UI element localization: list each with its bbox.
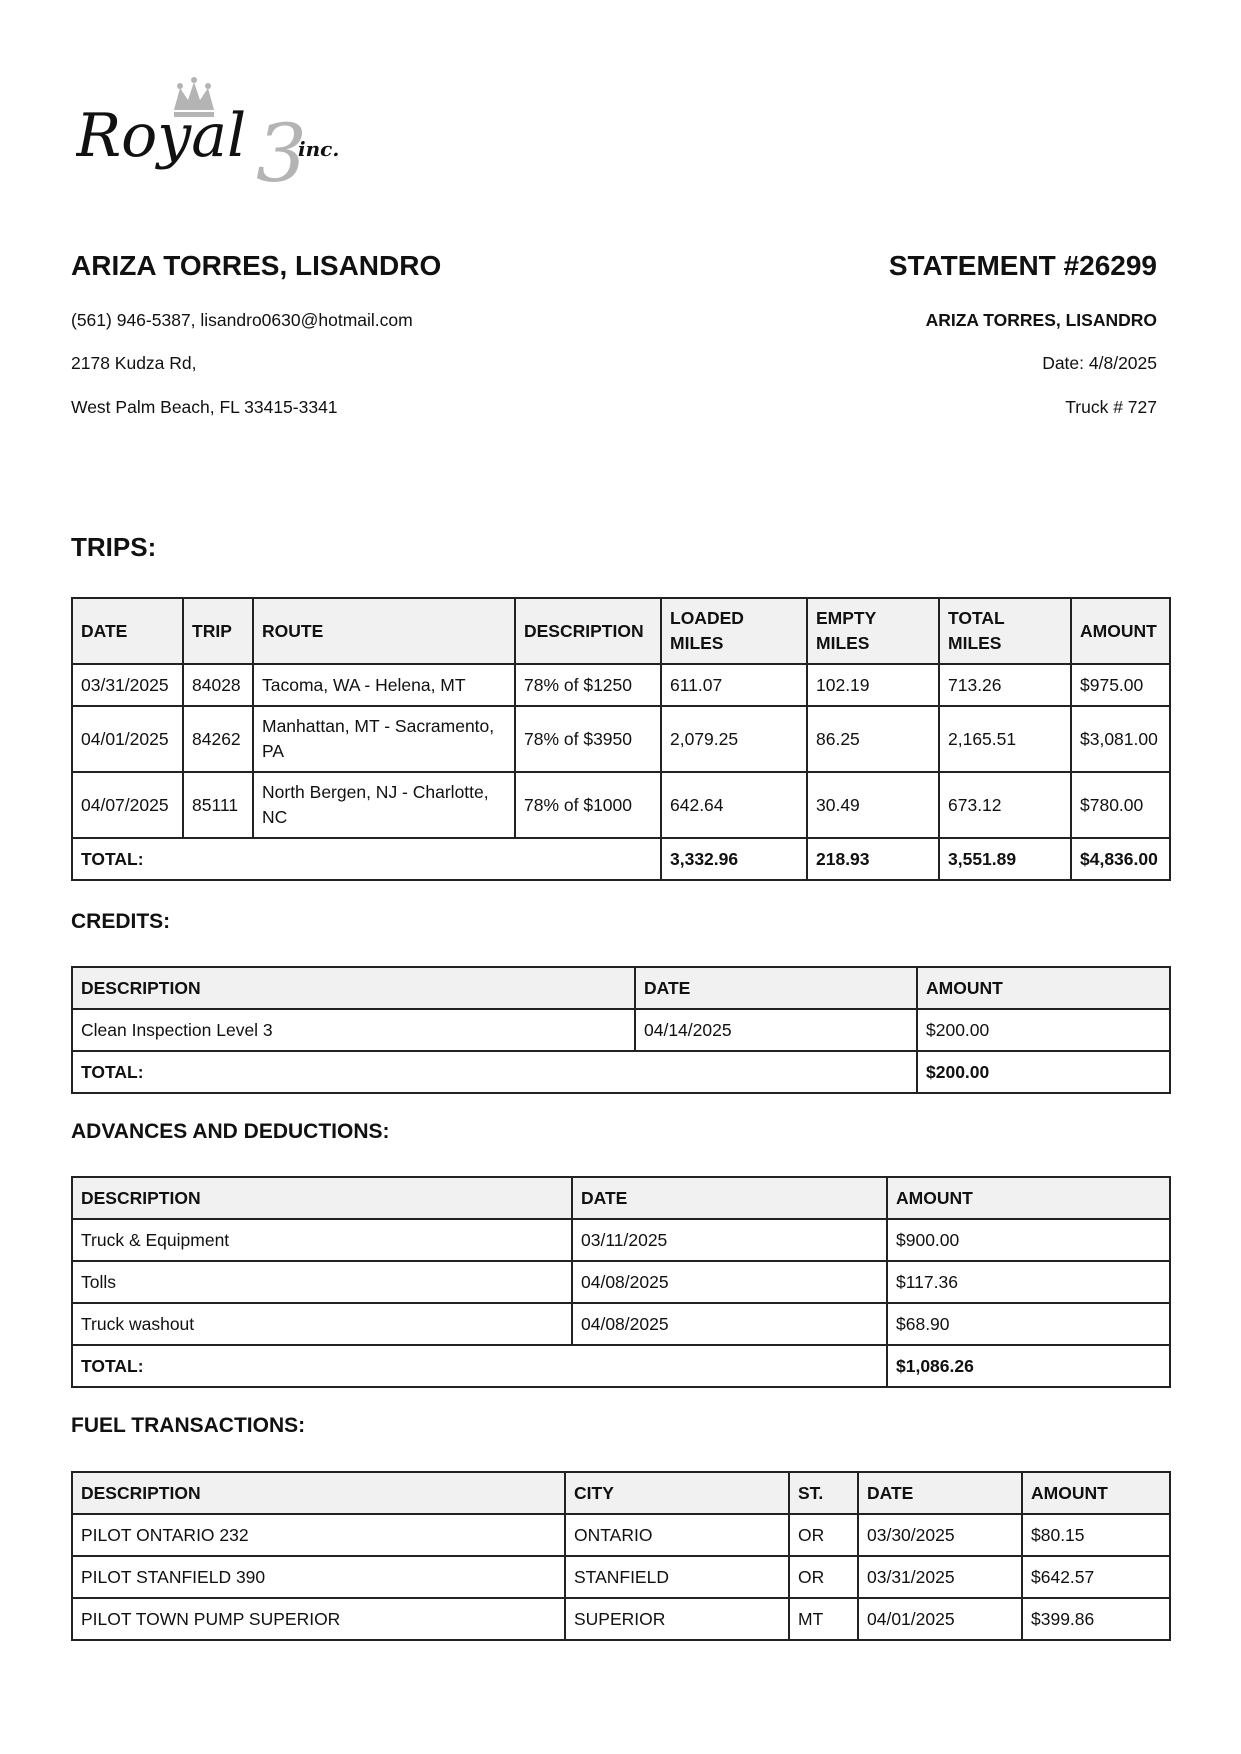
fuel-heading: FUEL TRANSACTIONS: xyxy=(71,1414,306,1437)
trip-empty-miles: 30.49 xyxy=(807,772,939,838)
col-header-date: DATE xyxy=(72,598,183,664)
trip-route: Manhattan, MT - Sacramento, PA xyxy=(253,706,515,772)
fuel-description: PILOT ONTARIO 232 xyxy=(72,1514,565,1556)
driver-address-line2: West Palm Beach, FL 33415-3341 xyxy=(71,397,338,417)
table-row xyxy=(72,706,1170,772)
table-row xyxy=(72,1261,1170,1303)
trip-description: 78% of $1250 xyxy=(515,664,661,706)
fuel-table xyxy=(71,1471,1171,1641)
statement-title: STATEMENT #26299 xyxy=(888,250,1157,281)
deduction-description: Truck washout xyxy=(72,1303,572,1345)
trips-total-empty-miles: 218.93 xyxy=(807,838,939,880)
fuel-state: OR xyxy=(789,1514,858,1556)
trip-date: 04/01/2025 xyxy=(72,706,183,772)
credits-table xyxy=(71,966,1171,1094)
company-logo xyxy=(76,76,386,196)
statement-date: Date: 4/8/2025 xyxy=(1042,353,1157,373)
credits-total-amount: $200.00 xyxy=(917,1051,1170,1093)
deduction-date: 04/08/2025 xyxy=(572,1261,887,1303)
table-row xyxy=(72,664,1170,706)
logo-numeral: 3 xyxy=(256,107,307,196)
table-row xyxy=(72,772,1170,838)
fuel-date: 03/31/2025 xyxy=(858,1556,1022,1598)
deduction-amount: $117.36 xyxy=(887,1261,1170,1303)
credits-total-label: TOTAL: xyxy=(72,1051,917,1093)
trips-heading: TRIPS: xyxy=(71,532,157,562)
trips-header-row xyxy=(72,598,1170,664)
driver-address-line1: 2178 Kudza Rd, xyxy=(71,353,197,373)
credits-header-row xyxy=(72,967,1170,1009)
col-header-loaded-miles: LOADED MILES xyxy=(661,598,807,664)
table-row xyxy=(72,1514,1170,1556)
col-header-description: DESCRIPTION xyxy=(72,1472,565,1514)
trip-total-miles: 673.12 xyxy=(939,772,1071,838)
credits-heading: CREDITS: xyxy=(71,910,171,933)
col-header-city: CITY xyxy=(565,1472,789,1514)
trip-total-miles: 713.26 xyxy=(939,664,1071,706)
trips-total-loaded-miles: 3,332.96 xyxy=(661,838,807,880)
table-row xyxy=(72,1303,1170,1345)
deductions-header-row xyxy=(72,1177,1170,1219)
col-header-amount: AMOUNT xyxy=(1022,1472,1170,1514)
col-header-amount: AMOUNT xyxy=(917,967,1170,1009)
deductions-total-amount: $1,086.26 xyxy=(887,1345,1170,1387)
trip-route: Tacoma, WA - Helena, MT xyxy=(253,664,515,706)
driver-contact: (561) 946-5387, lisandro0630@hotmail.com xyxy=(71,310,413,330)
col-header-date: DATE xyxy=(572,1177,887,1219)
table-row xyxy=(72,1009,1170,1051)
deductions-total-row xyxy=(72,1345,1170,1387)
col-header-trip: TRIP xyxy=(183,598,253,664)
deduction-amount: $68.90 xyxy=(887,1303,1170,1345)
col-header-amount: AMOUNT xyxy=(1071,598,1170,664)
col-header-description: DESCRIPTION xyxy=(515,598,661,664)
trip-number: 85111 xyxy=(183,772,253,838)
trip-date: 03/31/2025 xyxy=(72,664,183,706)
fuel-description: PILOT STANFIELD 390 xyxy=(72,1556,565,1598)
table-row xyxy=(72,1598,1170,1640)
col-header-date: DATE xyxy=(858,1472,1022,1514)
logo-word: Royal xyxy=(76,101,247,171)
trip-loaded-miles: 2,079.25 xyxy=(661,706,807,772)
deduction-date: 04/08/2025 xyxy=(572,1303,887,1345)
fuel-state: OR xyxy=(789,1556,858,1598)
trip-loaded-miles: 611.07 xyxy=(661,664,807,706)
trips-total-miles: 3,551.89 xyxy=(939,838,1071,880)
fuel-city: SUPERIOR xyxy=(565,1598,789,1640)
trip-empty-miles: 102.19 xyxy=(807,664,939,706)
trips-table xyxy=(71,597,1171,881)
col-header-state: ST. xyxy=(789,1472,858,1514)
col-header-amount: AMOUNT xyxy=(887,1177,1170,1219)
credit-amount: $200.00 xyxy=(917,1009,1170,1051)
deduction-description: Truck & Equipment xyxy=(72,1219,572,1261)
trip-amount: $3,081.00 xyxy=(1071,706,1170,772)
trip-amount: $780.00 xyxy=(1071,772,1170,838)
deduction-amount: $900.00 xyxy=(887,1219,1170,1261)
col-header-description: DESCRIPTION xyxy=(72,1177,572,1219)
trip-number: 84028 xyxy=(183,664,253,706)
driver-name: ARIZA TORRES, LISANDRO xyxy=(71,250,442,281)
fuel-date: 03/30/2025 xyxy=(858,1514,1022,1556)
table-row xyxy=(72,1556,1170,1598)
trip-empty-miles: 86.25 xyxy=(807,706,939,772)
truck-number: Truck # 727 xyxy=(1065,397,1157,417)
deductions-total-label: TOTAL: xyxy=(72,1345,887,1387)
col-header-date: DATE xyxy=(635,967,917,1009)
deduction-description: Tolls xyxy=(72,1261,572,1303)
credits-total-row xyxy=(72,1051,1170,1093)
trip-amount: $975.00 xyxy=(1071,664,1170,706)
col-header-route: ROUTE xyxy=(253,598,515,664)
fuel-city: STANFIELD xyxy=(565,1556,789,1598)
col-header-description: DESCRIPTION xyxy=(72,967,635,1009)
deductions-heading: ADVANCES AND DEDUCTIONS: xyxy=(71,1120,390,1143)
statement-name: ARIZA TORRES, LISANDRO xyxy=(925,310,1157,330)
fuel-state: MT xyxy=(789,1598,858,1640)
fuel-amount: $399.86 xyxy=(1022,1598,1170,1640)
trips-total-row xyxy=(72,838,1170,880)
trips-total-amount: $4,836.00 xyxy=(1071,838,1170,880)
fuel-header-row xyxy=(72,1472,1170,1514)
table-row xyxy=(72,1219,1170,1261)
fuel-amount: $80.15 xyxy=(1022,1514,1170,1556)
col-header-empty-miles: EMPTY MILES xyxy=(807,598,939,664)
trip-total-miles: 2,165.51 xyxy=(939,706,1071,772)
fuel-date: 04/01/2025 xyxy=(858,1598,1022,1640)
col-header-total-miles: TOTAL MILES xyxy=(939,598,1071,664)
trip-route: North Bergen, NJ - Charlotte, NC xyxy=(253,772,515,838)
deduction-date: 03/11/2025 xyxy=(572,1219,887,1261)
trip-date: 04/07/2025 xyxy=(72,772,183,838)
trip-loaded-miles: 642.64 xyxy=(661,772,807,838)
trip-number: 84262 xyxy=(183,706,253,772)
trip-description: 78% of $3950 xyxy=(515,706,661,772)
trip-description: 78% of $1000 xyxy=(515,772,661,838)
credit-date: 04/14/2025 xyxy=(635,1009,917,1051)
fuel-city: ONTARIO xyxy=(565,1514,789,1556)
fuel-description: PILOT TOWN PUMP SUPERIOR xyxy=(72,1598,565,1640)
deductions-table xyxy=(71,1176,1171,1388)
credit-description: Clean Inspection Level 3 xyxy=(72,1009,635,1051)
logo-suffix: inc. xyxy=(298,137,340,161)
trips-total-label: TOTAL: xyxy=(72,838,661,880)
fuel-amount: $642.57 xyxy=(1022,1556,1170,1598)
